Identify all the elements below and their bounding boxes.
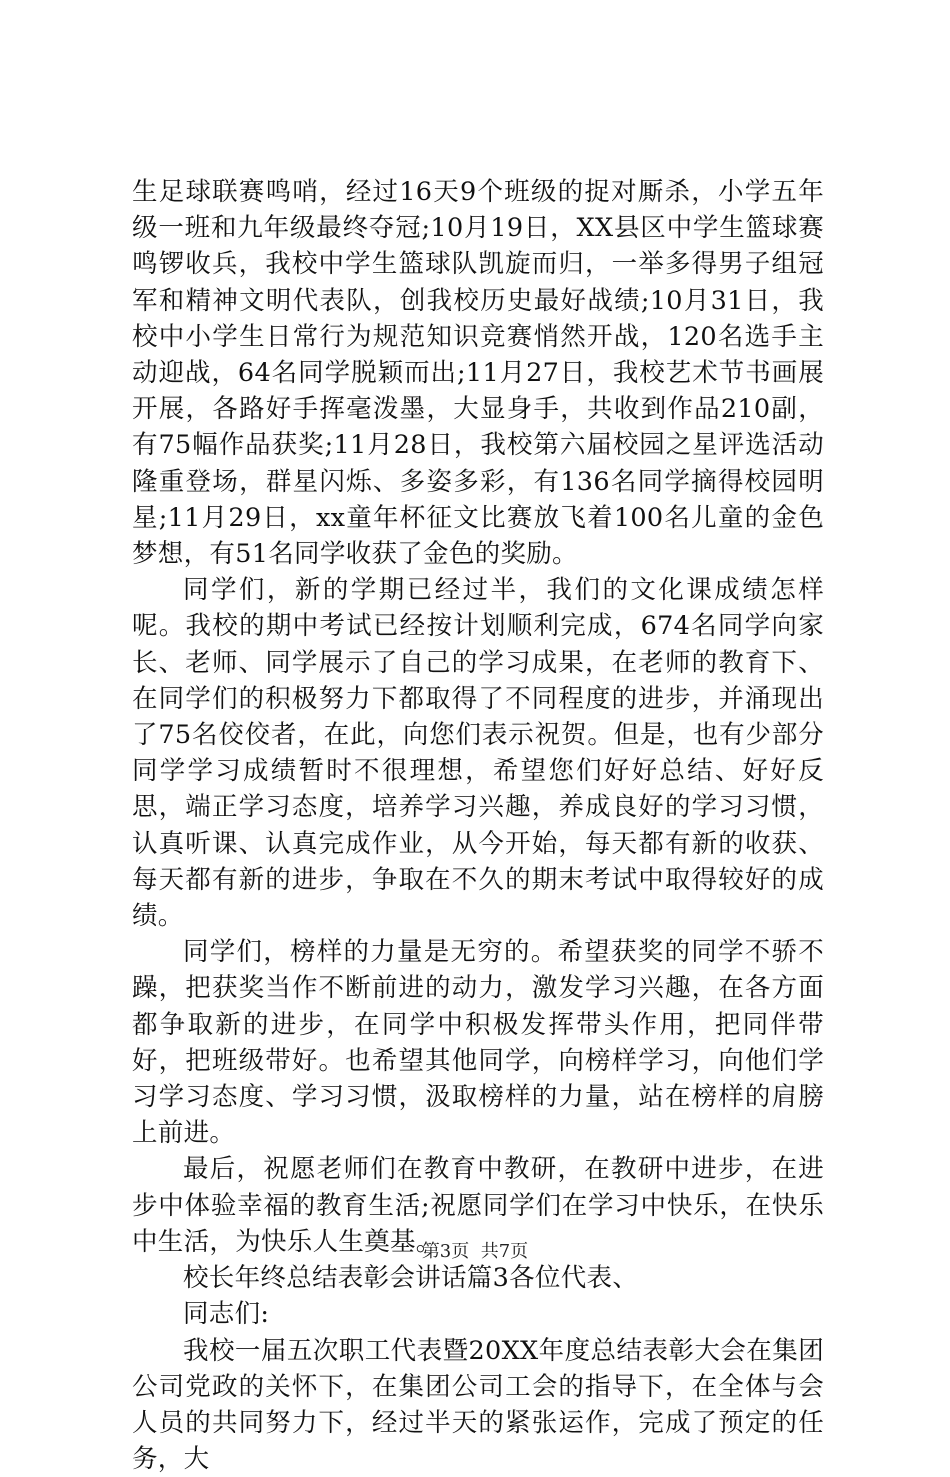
paragraph-2: 同学们，新的学期已经过半，我们的文化课成绩怎样呢。我校的期中考试已经按计划顺利完成，674名同学向家长、老师、同学展示了自己的学习成果，在老师的教育下、在同学们的积极努力下都取得了不同程度的进步，并涌现出了75名佼佼者，在此，向您们表示祝贺。但是，也有少部分同学学习成绩暂时不很理想，希望您们好好总结、好好反思，端正学习态度，培养学习兴趣，养成良好的学习习惯，认真听课、认真完成作业，从今开始，每天都有新的收获、每天都有新的进步，争取在不久的期末考试中取得较好的成绩。 — [132, 572, 824, 934]
page-footer: 第3页 共7页 — [0, 1240, 950, 1264]
paragraph-7: 我校一届五次职工代表暨20XX年度总结表彰大会在集团公司党政的关怀下，在集团公司工会的指导下，在全体与会人员的共同努力下，经过半天的紧张运作，完成了预定的任务，大 — [132, 1333, 824, 1477]
document-body — [132, 174, 824, 1477]
paragraph-4: 最后，祝愿老师们在教育中教研，在教研中进步，在进步中体验幸福的教育生活;祝愿同学们在学习中快乐，在快乐中生活，为快乐人生奠基。 — [132, 1151, 824, 1260]
paragraph-1: 生足球联赛鸣哨，经过16天9个班级的捉对厮杀，小学五年级一班和九年级最终夺冠;10月19日，XX县区中学生篮球赛鸣锣收兵，我校中学生篮球队凯旋而归，一举多得男子组冠军和精神文明代表队，创我校历史最好战绩;10月31日，我校中小学生日常行为规范知识竞赛悄然开战，120名选手主动迎战，64名同学脱颖而出;11月27日，我校艺术节书画展开展，各路好手挥毫泼墨，大显身手，共收到作品210副，有75幅作品获奖;11月28日，我校第六届校园之星评选活动隆重登场，群星闪烁、多姿多彩，有136名同学摘得校园明星;11月29日，xx童年杯征文比赛放飞着100名儿童的金色梦想，有51名同学收获了金色的奖励。 — [132, 174, 824, 572]
paragraph-3: 同学们，榜样的力量是无穷的。希望获奖的同学不骄不躁，把获奖当作不断前进的动力，激发学习兴趣，在各方面都争取新的进步，在同学中积极发挥带头作用，把同伴带好，把班级带好。也希望其他同学，向榜样学习，向他们学习学习态度、学习习惯，汲取榜样的力量，站在榜样的肩膀上前进。 — [132, 934, 824, 1151]
section-heading: 校长年终总结表彰会讲话篇3各位代表、 — [132, 1260, 824, 1296]
salutation: 同志们: — [132, 1296, 824, 1332]
